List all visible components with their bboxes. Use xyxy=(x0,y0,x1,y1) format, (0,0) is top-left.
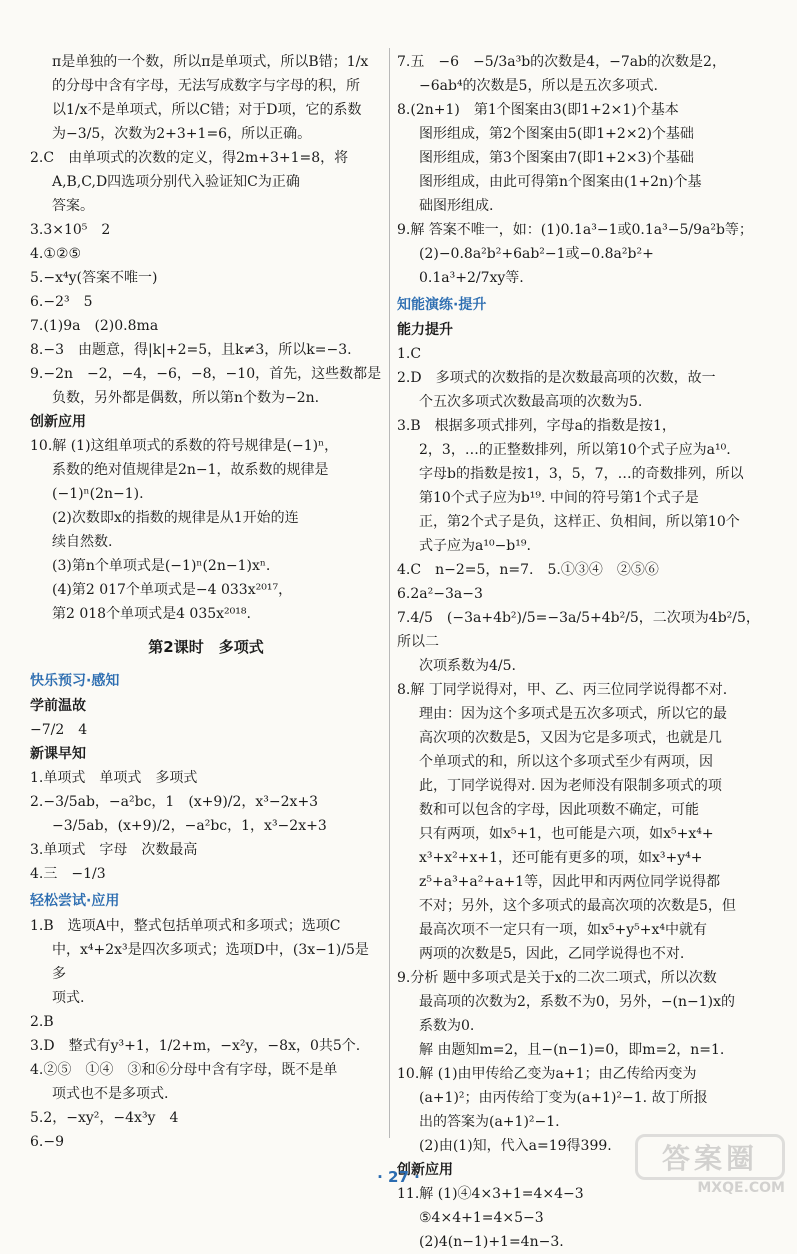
answer-line: 6.2a²−3a−3 xyxy=(397,586,483,602)
answer-line: 以1/x不是单项式，所以C错；对于D项，它的系数 xyxy=(52,102,362,118)
answer-line: A,B,C,D四选项分别代入验证知C为正确 xyxy=(52,174,300,190)
answer-line: 9.分析 题中多项式是关于x的二次二项式，所以次数 xyxy=(397,970,717,986)
answer-line: 10.解 (1)由甲传给乙变为a+1；由乙传给丙变为 xyxy=(397,1066,697,1082)
answer-line: 4.C n−2=5，n=7. 5.①③④ ②⑤⑥ xyxy=(397,562,659,578)
answer-line: 只有两项，如x⁵+1，也可能是六项，如x⁵+x⁴+ xyxy=(419,826,714,842)
answer-line: 次项系数为4/5. xyxy=(419,658,516,674)
section-heading: 轻松尝试·应用 xyxy=(30,893,120,909)
section-heading: 新课早知 xyxy=(30,746,86,762)
answer-line: 图形组成，第3个图案由7(即1+2×3)个基础 xyxy=(419,150,694,166)
answer-line: 8.(2n+1) 第1个图案由3(即1+2×1)个基本 xyxy=(397,102,679,118)
answer-line: (4)第2 017个单项式是−4 033x²⁰¹⁷， xyxy=(52,582,293,598)
answer-line: 10.解 (1)这组单项式的系数的符号规律是(−1)ⁿ， xyxy=(30,438,339,454)
answer-line: (3)第n个单项式是(−1)ⁿ(2n−1)xⁿ. xyxy=(52,558,271,574)
answer-line: (a+1)²；由丙传给丁变为(a+1)²−1. 故丁所报 xyxy=(419,1090,708,1106)
answer-line: 第10个式子应为b¹⁹. 中间的符号第1个式子是 xyxy=(419,490,699,506)
answer-line: ⑤4×4+1=4×5−3 xyxy=(419,1210,544,1226)
answer-line: 最高次项不一定只有一项，如x⁵+y⁵+x⁴中就有 xyxy=(419,922,707,938)
answer-line: 2.B xyxy=(30,1014,54,1030)
page-number: · 27 · xyxy=(377,1168,420,1186)
answer-line: 5.2，−xy²，−4x³y 4 xyxy=(30,1110,179,1126)
answer-line: 中，x⁴+2x³是四次多项式；选项D中，(3x−1)/5是多 xyxy=(52,942,369,982)
answer-line: 字母b的指数是按1，3，5，7，…的奇数排列，所以 xyxy=(419,466,744,482)
answer-line: 出的答案为(a+1)²−1. xyxy=(419,1114,560,1130)
answer-line: 6.−2³ 5 xyxy=(30,294,93,310)
chapter-title: 第2课时 多项式 xyxy=(148,638,264,656)
answer-line: 的分母中含有字母，无法写成数字与字母的积，所 xyxy=(52,78,360,94)
answer-line: 正，第2个式子是负，这样正、负相间，所以第10个 xyxy=(419,514,740,530)
answer-line: 2.C 由单项式的次数的定义，得2m+3+1=8，将 xyxy=(30,150,349,166)
answer-line: 续自然数. xyxy=(52,534,113,550)
answer-line: 图形组成，第2个图案由5(即1+2×2)个基础 xyxy=(419,126,694,142)
answer-line: 3.D 整式有y³+1，1/2+m，−x²y，−8x，0共5个. xyxy=(30,1038,361,1054)
answer-line: 4.①②⑤ xyxy=(30,246,82,262)
answer-line: 第2 018个单项式是4 035x²⁰¹⁸. xyxy=(52,606,251,622)
section-heading: 快乐预习·感知 xyxy=(30,673,120,689)
answer-line: 高次项的次数是5，又因为它是多项式，也就是几 xyxy=(419,730,722,746)
watermark-url: MXQE.COM xyxy=(697,1180,785,1196)
answer-line: 5.−x⁴y(答案不唯一) xyxy=(30,270,158,286)
section-heading: 能力提升 xyxy=(397,322,453,338)
watermark-text: 答案圈 xyxy=(635,1134,785,1180)
answer-line: (2)次数即x的指数的规律是从1开始的连 xyxy=(52,510,299,526)
answer-line: 式子应为a¹⁰−b¹⁹. xyxy=(419,538,531,554)
answer-line: 9.解 答案不唯一，如：(1)0.1a³−1或0.1a³−5/9a²b等； xyxy=(397,222,753,238)
answer-line: 3.单项式 字母 次数最高 xyxy=(30,842,198,858)
answer-line: 系数的绝对值规律是2n−1，故系数的规律是 xyxy=(52,462,329,478)
answer-line: 2.−3/5ab，−a²bc，1 (x+9)/2，x³−2x+3 xyxy=(30,794,319,810)
answer-line: (2)由(1)知，代入a=19得399. xyxy=(419,1138,612,1154)
section-heading: 创新应用 xyxy=(397,1162,453,1178)
answer-line: 理由：因为这个多项式是五次多项式，所以它的最 xyxy=(419,706,727,722)
answer-line: 4.②⑤ ①④ ③和⑥分母中含有字母，既不是单 xyxy=(30,1062,338,1078)
answer-line: −7/2 4 xyxy=(30,722,88,738)
answer-line: 图形组成，由此可得第n个图案由(1+2n)个基 xyxy=(419,174,702,190)
column-divider xyxy=(389,48,390,1138)
answer-line: (−1)ⁿ(2n−1). xyxy=(52,486,144,502)
answer-line: 1.B 选项A中，整式包括单项式和多项式；选项C xyxy=(30,918,341,934)
answer-line: 不对；另外，这个多项式的最高次项的次数是5，但 xyxy=(419,898,736,914)
answer-line: 0.1a³+2/7xy等. xyxy=(419,270,524,286)
answer-line: 解 由题知m=2，且−(n−1)=0，即m=2，n=1. xyxy=(419,1042,725,1058)
answer-line: 项式也不是多项式. xyxy=(52,1086,169,1102)
answer-line: 数和可以包含的字母，因此项数不确定，可能 xyxy=(419,802,699,818)
right-column xyxy=(397,50,769,1254)
answer-line: 为−3/5，次数为2+3+1=6，所以正确。 xyxy=(52,126,312,142)
answer-line: 2.D 多项式的次数指的是次数最高项的次数，故一 xyxy=(397,370,716,386)
answer-line: 最高项的次数为2，系数不为0，另外，−(n−1)x的 xyxy=(419,994,736,1010)
section-heading: 学前温故 xyxy=(30,698,86,714)
answer-line: 8.解 丁同学说得对，甲、乙、丙三位同学说得都不对. xyxy=(397,682,728,698)
answer-line: 3.3×10⁵ 2 xyxy=(30,222,111,238)
answer-line: (2)4(n−1)+1=4n−3. xyxy=(419,1234,564,1250)
answer-line: 两项的次数是5，因此，乙同学说得也不对. xyxy=(419,946,685,962)
answer-line: 3.B 根据多项式排列，字母a的指数是按1， xyxy=(397,418,676,434)
answer-line: 答案。 xyxy=(52,198,94,214)
answer-line: 负数，另外都是偶数，所以第n个数为−2n. xyxy=(52,390,320,406)
answer-line: 7.4/5 (−3a+4b²)/5=−3a/5+4b²/5，二次项为4b²/5，所以二 xyxy=(397,610,760,650)
answer-line: 9.−2n −2，−4，−6，−8，−10，首先，这些数都是 xyxy=(30,366,382,382)
answer-line: 8.−3 由题意，得|k|+2=5，且k≠3，所以k=−3. xyxy=(30,342,352,358)
answer-line: 7.(1)9a (2)0.8ma xyxy=(30,318,159,334)
answer-line: 2，3，…的正整数排列，所以第10个式子应为a¹⁰. xyxy=(419,442,731,458)
section-heading: 创新应用 xyxy=(30,414,86,430)
answer-line: (2)−0.8a²b²+6ab²−1或−0.8a²b²+ xyxy=(419,246,654,262)
answer-line: 项式. xyxy=(52,990,85,1006)
answer-line: 个五次多项式次数最高项的次数为5. xyxy=(419,394,643,410)
answer-line: 础图形组成. xyxy=(419,198,494,214)
answer-line: 个单项式的和，所以这个多项式至少有两项，因 xyxy=(419,754,713,770)
left-column xyxy=(30,50,382,1154)
answer-line: 此，丁同学说得对. 因为老师没有限制多项式的项 xyxy=(419,778,722,794)
answer-line: 11.解 (1)④4×3+1=4×4−3 xyxy=(397,1186,584,1202)
answer-line: 1.C xyxy=(397,346,422,362)
section-heading: 知能演练·提升 xyxy=(397,297,487,313)
answer-line: 1.单项式 单项式 多项式 xyxy=(30,770,198,786)
answer-line: z⁵+a³+a²+a+1等，因此甲和丙两位同学说得都 xyxy=(419,874,721,890)
answer-line: 系数为0. xyxy=(419,1018,475,1034)
answer-line: −3/5ab，(x+9)/2，−a²bc，1，x³−2x+3 xyxy=(52,818,327,834)
answer-line: 6.−9 xyxy=(30,1134,64,1150)
answer-line: 7.五 −6 −5/3a³b的次数是4，−7ab的次数是2， xyxy=(397,54,726,70)
answer-line: −6ab⁴的次数是5，所以是五次多项式. xyxy=(419,78,658,94)
answer-line: 4.三 −1/3 xyxy=(30,866,106,882)
answer-line: π是单独的一个数，所以π是单项式，所以B错；1/x xyxy=(52,54,369,70)
answer-line: x³+x²+x+1，还可能有更多的项，如x³+y⁴+ xyxy=(419,850,703,866)
watermark-logo xyxy=(635,1134,785,1194)
